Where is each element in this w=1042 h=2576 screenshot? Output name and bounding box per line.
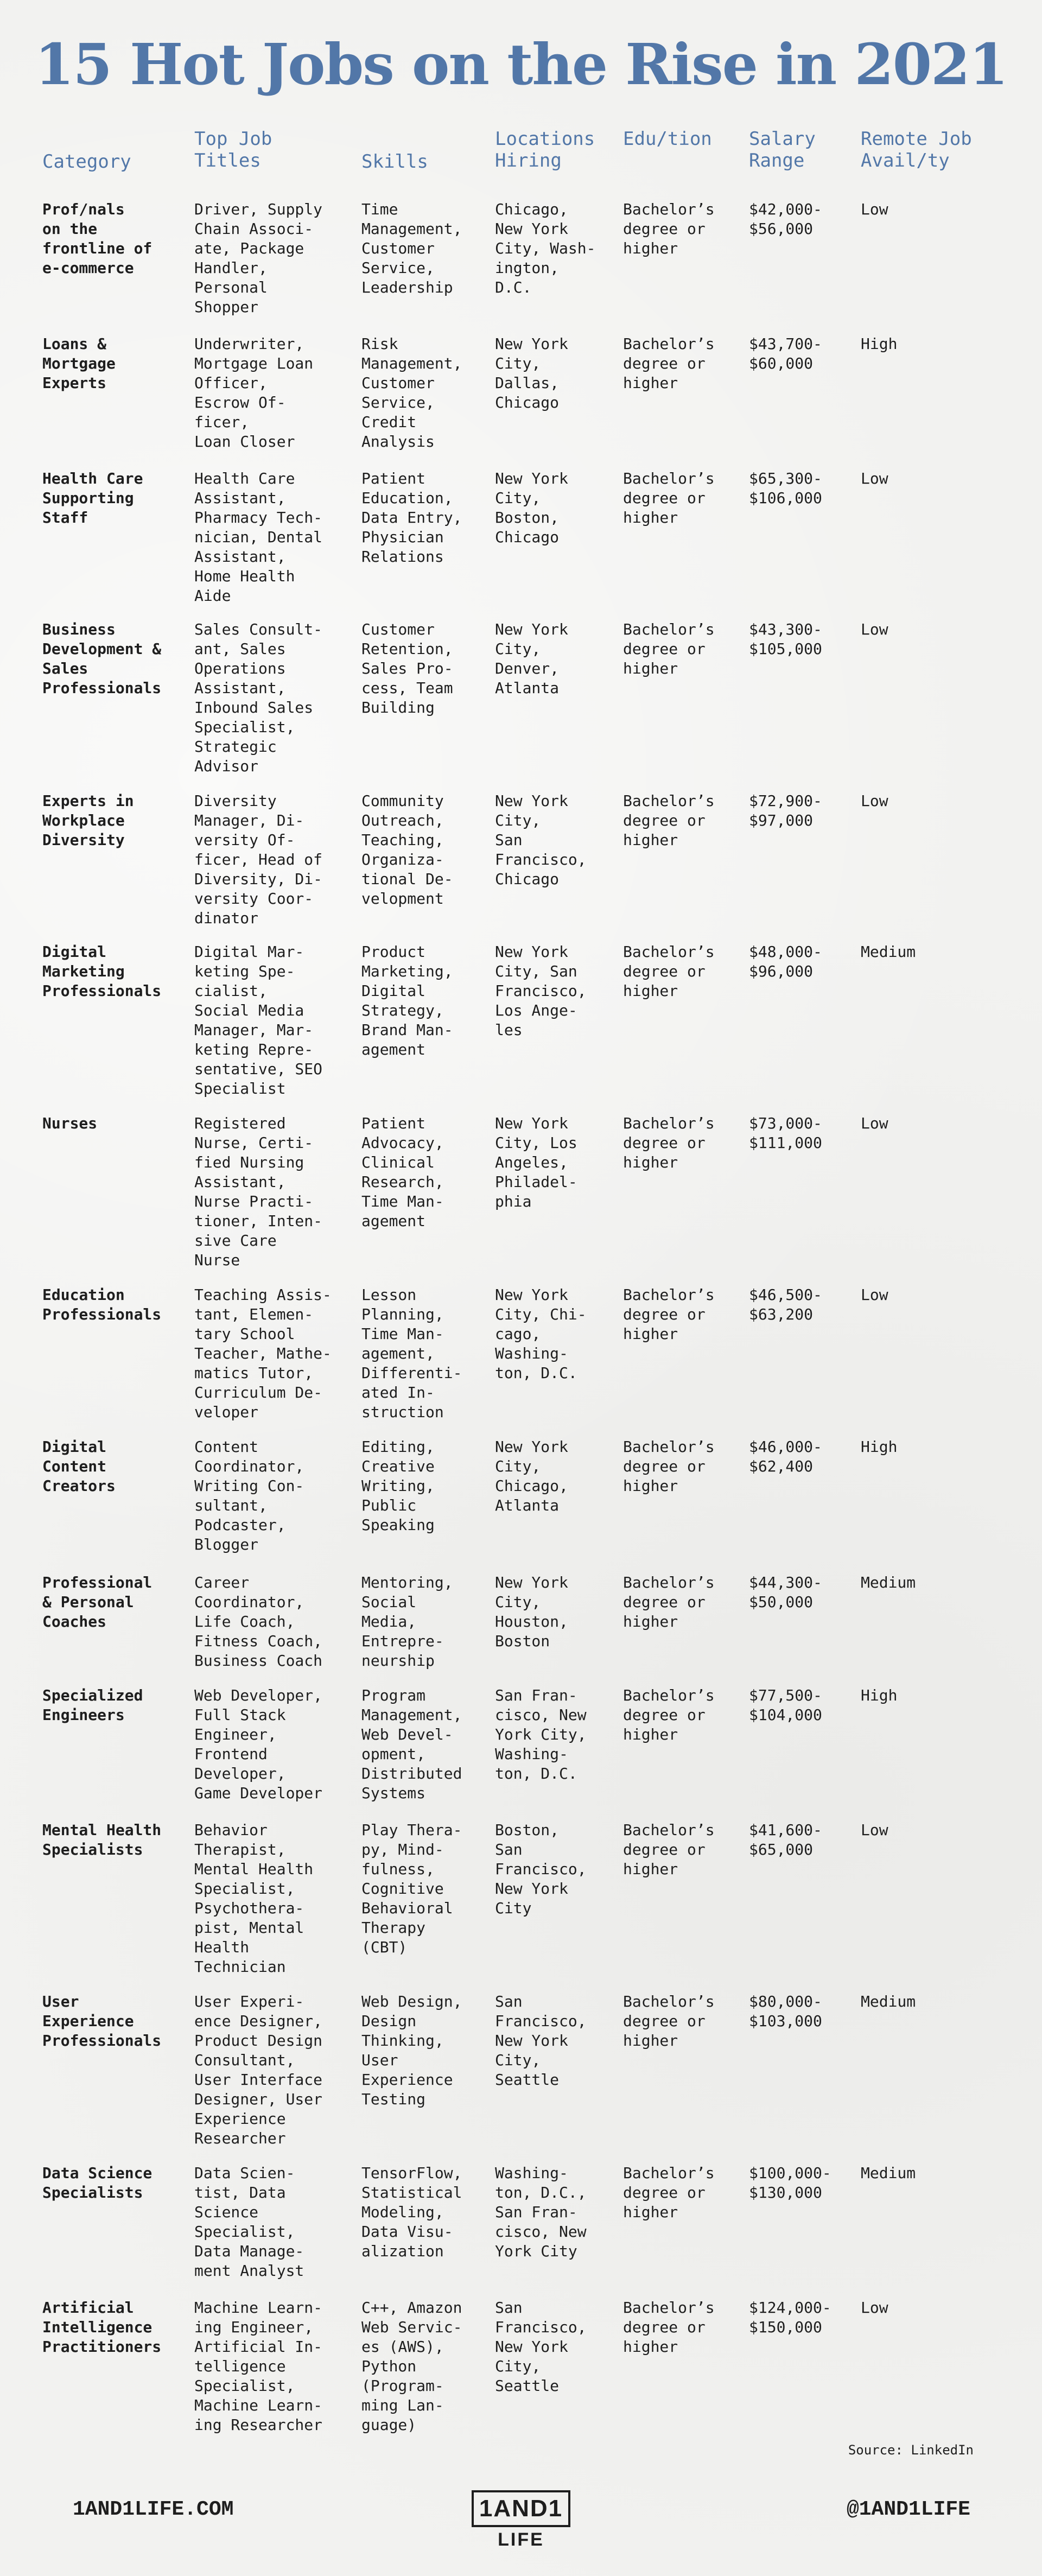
locations-cell: San Francisco, New York City, Seattle [495,2299,587,2395]
category-cell: Prof/nals on the frontline of e-commerce [42,200,153,277]
category-cell: Business Development & Sales Professionals [42,620,162,697]
locations-cell: New York City, Los Angeles, Philadel- phia [495,1114,577,1210]
category-cell: Data Science Specialists [42,2164,153,2201]
remote-cell: High [861,1438,898,1456]
remote-cell: Low [861,1821,888,1839]
skills-cell: Lesson Planning, Time Man- agement, Differenti- ated In- struction [361,1286,462,1421]
salary-cell: $124,000- $150,000 [749,2299,831,2336]
skills-cell: Patient Advocacy, Clinical Research, Time Man- agement [361,1114,444,1230]
locations-cell: Boston, San Francisco, New York City [495,1821,587,1917]
source-note: Source: LinkedIn [848,2442,974,2458]
salary-cell: $65,300- $106,000 [749,469,822,507]
job-titles-cell: Content Coordinator, Writing Con- sultant, Podcaster, Blogger [194,1438,304,1553]
salary-cell: $77,500- $104,000 [749,1686,822,1724]
skills-cell: Community Outreach, Teaching, Organiza- tional De- velopment [361,792,453,908]
job-titles-cell: Diversity Manager, Di- versity Of- ficer, Head of Diversity, Di- versity Coor- dinator [194,792,323,927]
salary-cell: $44,300- $50,000 [749,1573,822,1611]
job-titles-cell: Career Coordinator, Life Coach, Fitness Coach, Business Coach [194,1573,323,1670]
salary-cell: $43,700- $60,000 [749,335,822,372]
skills-cell: Program Management, Web Devel- opment, Distributed Systems [361,1686,462,1802]
job-titles-cell: Teaching Assis- tant, Elemen- tary School Teacher, Mathe- matics Tutor, Curriculum De- veloper [194,1286,332,1421]
category-cell: Specialized Engineers [42,1686,143,1724]
category-cell: Mental Health Specialists [42,1821,162,1858]
remote-cell: Medium [861,2164,916,2182]
category-cell: User Experience Professionals [42,1993,162,2050]
logo-subtitle: LIFE [498,2529,544,2550]
salary-cell: $46,000- $62,400 [749,1438,822,1475]
remote-cell: Low [861,1286,888,1304]
education-cell: Bachelor’s degree or higher [623,335,715,392]
locations-cell: New York City, Chi- cago, Washing- ton, D.C. [495,1286,587,1382]
remote-cell: Medium [861,1993,916,2010]
job-titles-cell: Web Developer, Full Stack Engineer, Frontend Developer, Game Developer [194,1686,323,1802]
education-cell: Bachelor’s degree or higher [623,1114,715,1171]
locations-cell: New York City, Dallas, Chicago [495,335,568,411]
locations-cell: San Fran- cisco, New York City, Washing- ton, D.C. [495,1686,587,1782]
locations-cell: New York City, San Francisco, Chicago [495,792,587,888]
education-cell: Bachelor’s degree or higher [623,620,715,677]
locations-cell: New York City, Denver, Atlanta [495,620,568,697]
job-titles-cell: Sales Consult- ant, Sales Operations Assistant, Inbound Sales Specialist, Strategic Advisor [194,620,323,775]
remote-cell: Low [861,200,888,218]
remote-cell: Medium [861,1573,916,1591]
category-cell: Health Care Supporting Staff [42,469,143,526]
education-cell: Bachelor’s degree or higher [623,1573,715,1630]
category-cell: Digital Content Creators [42,1438,116,1495]
category-cell: Artificial Intelligence Practitioners [42,2299,162,2356]
job-titles-cell: User Experi- ence Designer, Product Design Consultant, User Interface Designer, User Experience Researcher [194,1993,323,2147]
salary-cell: $46,500- $63,200 [749,1286,822,1323]
header-locations: Locations Hiring [495,128,595,172]
logo-mark: 1AND1 [472,2490,570,2527]
salary-cell: $100,000- $130,000 [749,2164,831,2201]
education-cell: Bachelor’s degree or higher [623,2299,715,2356]
education-cell: Bachelor’s degree or higher [623,1438,715,1495]
education-cell: Bachelor’s degree or higher [623,943,715,1000]
skills-cell: TensorFlow, Statistical Modeling, Data Visu- alization [361,2164,462,2260]
job-titles-cell: Behavior Therapist, Mental Health Specialist, Psychothera- pist, Mental Health Technician [194,1821,314,1976]
skills-cell: Customer Retention, Sales Pro- cess, Team Building [361,620,453,716]
job-titles-cell: Underwriter, Mortgage Loan Officer, Escrow Of- ficer, Loan Closer [194,335,314,451]
education-cell: Bachelor’s degree or higher [623,792,715,849]
header-skills: Skills [361,151,428,173]
job-titles-cell: Machine Learn- ing Engineer, Artificial In- telligence Specialist, Machine Learn- ing Researcher [194,2299,323,2434]
locations-cell: San Francisco, New York City, Seattle [495,1993,587,2089]
skills-cell: Product Marketing, Digital Strategy, Brand Man- agement [361,943,453,1058]
skills-cell: Play Thera- py, Mind- fulness, Cognitive Behavioral Therapy (CBT) [361,1821,462,1956]
education-cell: Bachelor’s degree or higher [623,469,715,526]
table-header [0,128,1042,188]
locations-cell: Washing- ton, D.C., San Fran- cisco, New York City [495,2164,587,2260]
category-cell: Experts in Workplace Diversity [42,792,134,849]
skills-cell: Editing, Creative Writing, Public Speaking [361,1438,435,1534]
salary-cell: $41,600- $65,000 [749,1821,822,1858]
skills-cell: Web Design, Design Thinking, User Experience Testing [361,1993,462,2108]
remote-cell: High [861,1686,898,1704]
skills-cell: Mentoring, Social Media, Entrepre- neurship [361,1573,453,1670]
skills-cell: C++, Amazon Web Servic- es (AWS), Python (Program- ming Lan- guage) [361,2299,462,2434]
header-job-titles: Top Job Titles [194,128,272,172]
salary-cell: $72,900- $97,000 [749,792,822,829]
remote-cell: Low [861,620,888,638]
salary-cell: $43,300- $105,000 [749,620,822,658]
header-category: Category [42,151,131,173]
salary-cell: $42,000- $56,000 [749,200,822,238]
locations-cell: New York City, Houston, Boston [495,1573,568,1650]
category-cell: Loans & Mortgage Experts [42,335,116,392]
header-salary: Salary Range [749,128,816,172]
skills-cell: Risk Management, Customer Service, Credit Analysis [361,335,462,451]
category-cell: Professional & Personal Coaches [42,1573,153,1630]
locations-cell: New York City, Chicago, Atlanta [495,1438,568,1514]
category-cell: Nurses [42,1114,98,1132]
salary-cell: $48,000- $96,000 [749,943,822,980]
job-titles-cell: Driver, Supply Chain Associ- ate, Package Handler, Personal Shopper [194,200,323,316]
education-cell: Bachelor’s degree or higher [623,1686,715,1743]
locations-cell: New York City, San Francisco, Los Ange- les [495,943,587,1039]
education-cell: Bachelor’s degree or higher [623,1286,715,1343]
footer-handle: @1AND1LIFE [846,2498,970,2521]
skills-cell: Time Management, Customer Service, Leadership [361,200,462,296]
job-titles-cell: Digital Mar- keting Spe- cialist, Social Media Manager, Mar- keting Repre- sentative, SEO Specialist [194,943,323,1097]
education-cell: Bachelor’s degree or higher [623,1821,715,1878]
page-title: 15 Hot Jobs on the Rise in 2021 [35,31,1007,98]
remote-cell: Low [861,2299,888,2317]
category-cell: Education Professionals [42,1286,162,1323]
remote-cell: Low [861,469,888,487]
salary-cell: $80,000- $103,000 [749,1993,822,2030]
job-titles-cell: Data Scien- tist, Data Science Specialist, Data Manage- ment Analyst [194,2164,304,2280]
remote-cell: Medium [861,943,916,961]
locations-cell: Chicago, New York City, Wash- ington, D.C. [495,200,596,296]
remote-cell: Low [861,1114,888,1132]
education-cell: Bachelor’s degree or higher [623,2164,715,2221]
header-remote: Remote Job Avail/ty [861,128,972,172]
category-cell: Digital Marketing Professionals [42,943,162,1000]
salary-cell: $73,000- $111,000 [749,1114,822,1152]
job-titles-cell: Registered Nurse, Certi- fied Nursing Assistant, Nurse Practi- tioner, Inten- sive Care Nurse [194,1114,323,1269]
locations-cell: New York City, Boston, Chicago [495,469,568,546]
job-titles-cell: Health Care Assistant, Pharmacy Tech- nician, Dental Assistant, Home Health Aide [194,469,323,605]
skills-cell: Patient Education, Data Entry, Physician Relations [361,469,462,566]
education-cell: Bachelor’s degree or higher [623,1993,715,2050]
remote-cell: Low [861,792,888,810]
footer-website: 1AND1LIFE.COM [73,2498,234,2521]
education-cell: Bachelor’s degree or higher [623,200,715,257]
remote-cell: High [861,335,898,353]
header-education: Edu/tion [623,128,712,150]
